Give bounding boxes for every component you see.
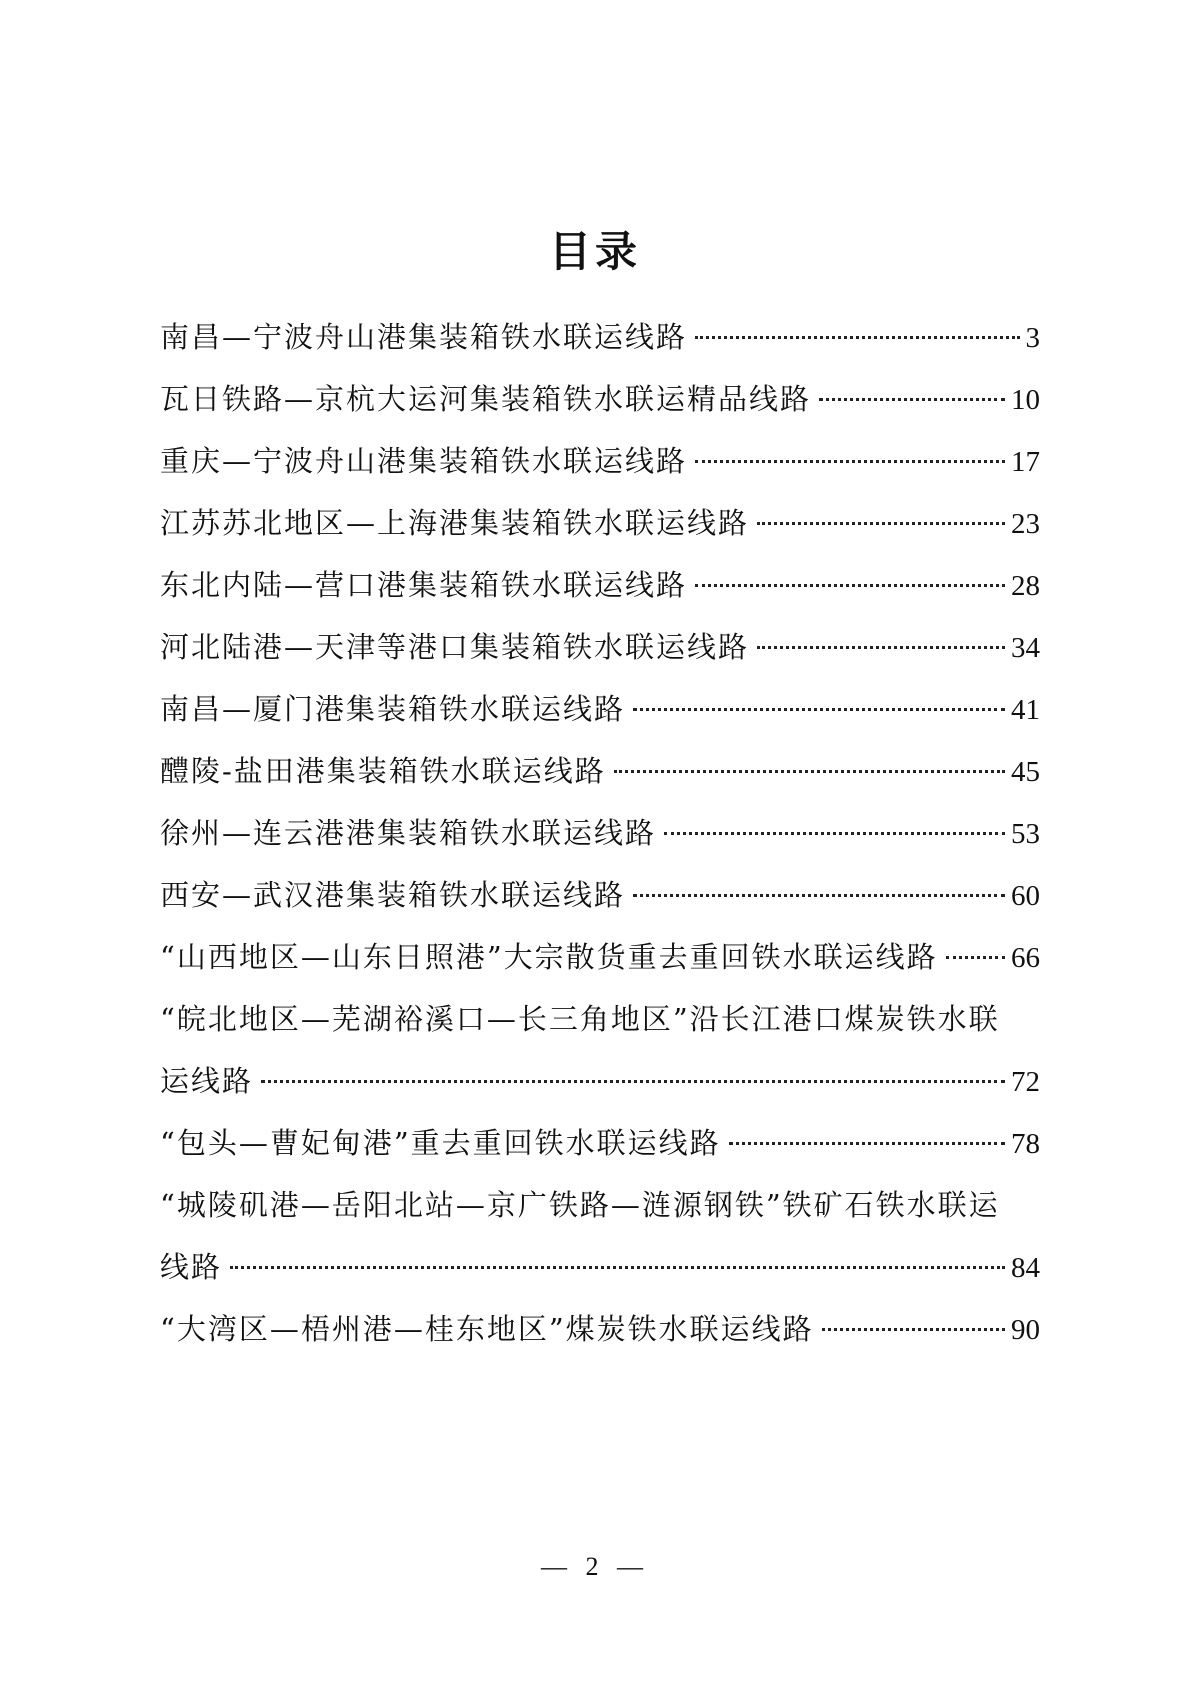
toc-entry-page: 60 xyxy=(1011,880,1040,912)
toc-entry[interactable] xyxy=(160,1298,1040,1360)
toc-entry-page: 45 xyxy=(1011,756,1040,788)
toc-entry-label: 徐州—连云港港集装箱铁水联运线路 xyxy=(160,816,657,850)
toc-entry[interactable] xyxy=(160,616,1040,678)
toc-entry-label: 重庆—宁波舟山港集装箱铁水联运线路 xyxy=(160,444,688,478)
toc-entry-label: 线路 xyxy=(160,1250,223,1284)
toc-leader-dots xyxy=(757,522,1005,525)
toc-entry-page: 23 xyxy=(1011,508,1040,540)
toc-entry-page: 28 xyxy=(1011,570,1040,602)
toc-leader-dots xyxy=(819,398,1005,401)
toc-leader-dots xyxy=(664,832,1005,835)
toc-entry-label: 瓦日铁路—京杭大运河集装箱铁水联运精品线路 xyxy=(160,382,812,416)
page-title: 目录 xyxy=(548,227,641,276)
toc-entry-label: 运线路 xyxy=(160,1064,254,1098)
toc-entry-label: “山西地区—山东日照港”大宗散货重去重回铁水联运线路 xyxy=(160,940,938,974)
toc-entry-page: 34 xyxy=(1011,632,1040,664)
toc-entry[interactable] xyxy=(160,554,1040,616)
toc-entry[interactable] xyxy=(160,678,1040,740)
toc-leader-dots xyxy=(614,770,1005,773)
footer-dash-right: — xyxy=(617,1552,649,1581)
toc-entry-page: 78 xyxy=(1011,1128,1040,1160)
toc-entry-label: 西安—武汉港集装箱铁水联运线路 xyxy=(160,878,626,912)
toc-entry-page: 90 xyxy=(1011,1314,1040,1346)
toc-entry[interactable] xyxy=(160,430,1040,492)
toc-entry-label: 江苏苏北地区—上海港集装箱铁水联运线路 xyxy=(160,506,750,540)
toc-entry-page: 41 xyxy=(1011,694,1040,726)
toc-leader-dots xyxy=(757,646,1005,649)
toc-leader-dots xyxy=(633,894,1005,897)
toc-entry-page: 10 xyxy=(1011,384,1040,416)
toc-entry-label: 醴陵-盐田港集装箱铁水联运线路 xyxy=(160,754,606,788)
toc-entry-label: “城陵矶港—岳阳北站—京广铁路—涟源钢铁”铁矿石铁水联运 xyxy=(160,1188,1000,1222)
footer-dash-left: — xyxy=(541,1552,573,1581)
table-of-contents xyxy=(160,306,1040,1360)
toc-entry-label: 河北陆港—天津等港口集装箱铁水联运线路 xyxy=(160,630,750,664)
toc-entry-page: 72 xyxy=(1011,1066,1040,1098)
toc-entry-label: 南昌—宁波舟山港集装箱铁水联运线路 xyxy=(160,320,688,354)
toc-leader-dots xyxy=(822,1328,1005,1331)
toc-leader-dots xyxy=(946,956,1005,959)
toc-entry[interactable] xyxy=(160,368,1040,430)
toc-leader-dots xyxy=(695,460,1005,463)
toc-entry[interactable] xyxy=(160,1112,1040,1174)
footer-page-number: 2 xyxy=(585,1552,605,1581)
toc-entry-first-line[interactable] xyxy=(160,1174,1040,1236)
toc-entry[interactable] xyxy=(160,492,1040,554)
toc-entry[interactable] xyxy=(160,926,1040,988)
toc-entry-label: “包头—曹妃甸港”重去重回铁水联运线路 xyxy=(160,1126,721,1160)
toc-entry[interactable] xyxy=(160,1236,1040,1298)
toc-entry-label: “皖北地区—芜湖裕溪口—长三角地区”沿长江港口煤炭铁水联 xyxy=(160,1002,1000,1036)
toc-entry-label: “大湾区—梧州港—桂东地区”煤炭铁水联运线路 xyxy=(160,1312,814,1346)
toc-leader-dots xyxy=(695,584,1005,587)
toc-entry-page: 53 xyxy=(1011,818,1040,850)
toc-entry[interactable] xyxy=(160,864,1040,926)
toc-entry-first-line[interactable] xyxy=(160,988,1040,1050)
toc-entry[interactable] xyxy=(160,306,1040,368)
toc-leader-dots xyxy=(261,1080,1005,1083)
toc-leader-dots xyxy=(695,336,1019,339)
toc-entry-label: 南昌—厦门港集装箱铁水联运线路 xyxy=(160,692,626,726)
toc-entry[interactable] xyxy=(160,1050,1040,1112)
toc-entry-label: 东北内陆—营口港集装箱铁水联运线路 xyxy=(160,568,688,602)
toc-entry-page: 17 xyxy=(1011,446,1040,478)
toc-entry-page: 84 xyxy=(1011,1252,1040,1284)
toc-leader-dots xyxy=(633,708,1005,711)
page-footer xyxy=(0,1552,1190,1582)
toc-entry[interactable] xyxy=(160,802,1040,864)
toc-leader-dots xyxy=(729,1142,1005,1145)
toc-entry-page: 3 xyxy=(1025,322,1040,354)
toc-entry[interactable] xyxy=(160,740,1040,802)
toc-leader-dots xyxy=(230,1266,1005,1269)
toc-entry-page: 66 xyxy=(1011,942,1040,974)
